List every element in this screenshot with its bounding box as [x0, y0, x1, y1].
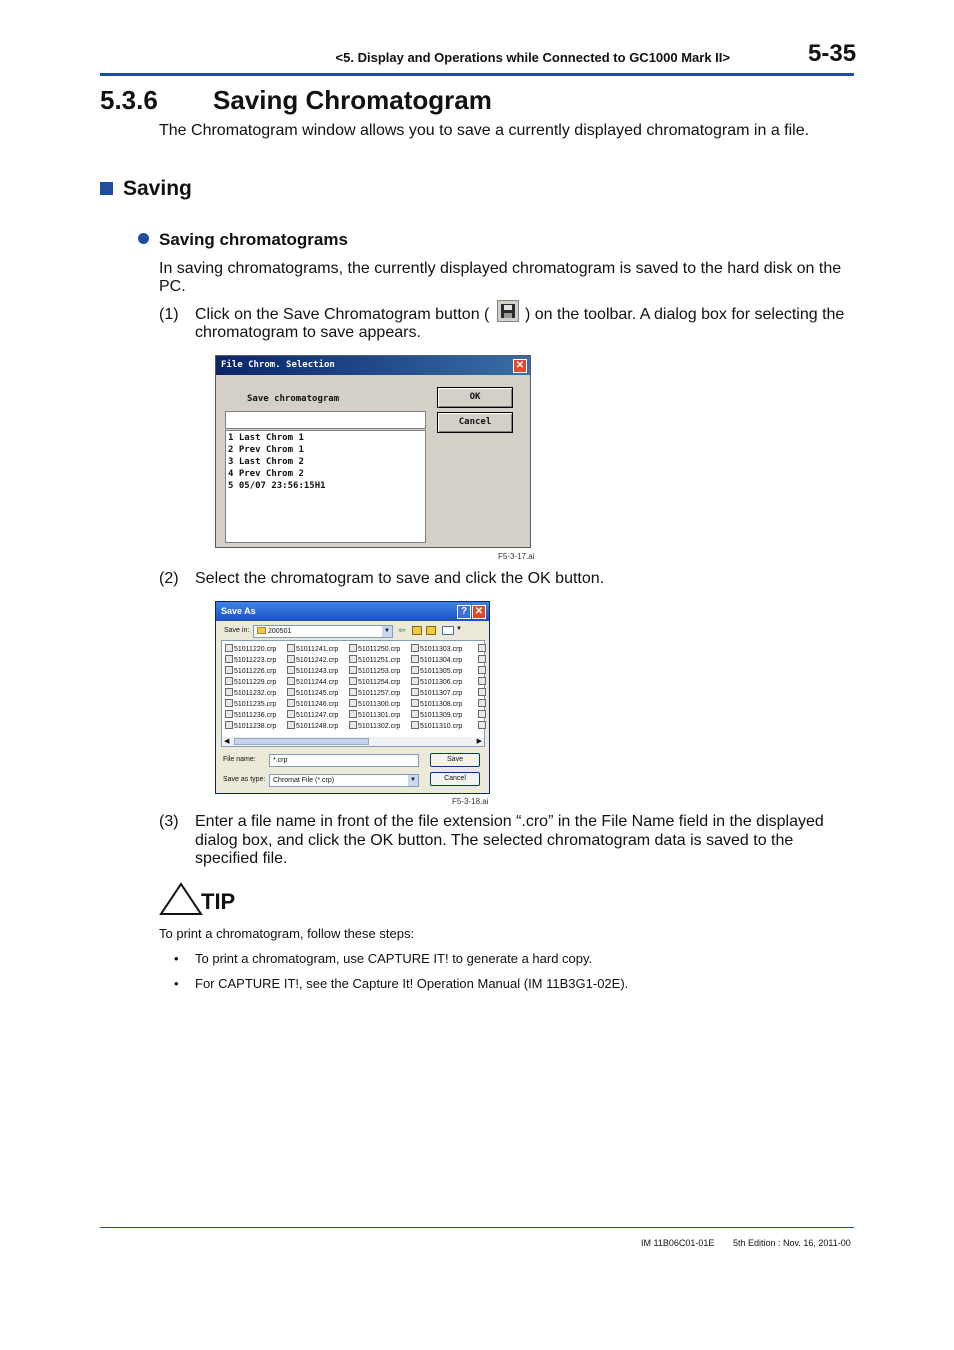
file-icon: [287, 666, 295, 674]
file-icon: [478, 666, 486, 674]
subheading-text: Saving chromatograms: [159, 230, 348, 249]
list-item[interactable]: [225, 644, 276, 655]
filename-input[interactable]: *.crp: [269, 754, 419, 767]
file-icon: [225, 721, 233, 729]
step2-number: (2): [159, 570, 179, 587]
file-name: 51011242.crp: [296, 657, 339, 664]
save-in-dropdown[interactable]: [253, 625, 393, 638]
file-icon: [411, 677, 419, 685]
list-item[interactable]: [225, 677, 276, 688]
file-name: 51011223.crp: [234, 657, 277, 664]
horizontal-scrollbar[interactable]: [222, 737, 484, 746]
file-name: 51011304.crp: [420, 657, 463, 664]
file-icon: [411, 655, 419, 663]
file-column-2: [287, 644, 338, 732]
step3-text-3: specified file.: [195, 850, 288, 867]
file-icon: [411, 688, 419, 696]
save-button[interactable]: Save: [430, 753, 480, 767]
list-item[interactable]: 4 Prev Chrom 2: [228, 469, 304, 479]
footer-doc-id: IM 11B06C01-01E: [641, 1238, 715, 1248]
file-name: 51011241.crp: [296, 646, 339, 653]
file-icon: [478, 710, 486, 718]
file-icon: [411, 710, 419, 718]
paragraph-line-1: In saving chromatograms, the currently displayed chromatogram is saved to the hard disk on the: [159, 260, 842, 277]
tip-intro: To print a chromatogram, follow these steps:: [159, 926, 415, 941]
list-item[interactable]: 2 Prev Chrom 1: [228, 445, 304, 455]
file-name: 51011248.crp: [296, 723, 339, 730]
file-name: 51011226.crp: [234, 668, 277, 675]
file-name: 51011244.crp: [296, 679, 339, 686]
save-in-value: 200501: [268, 628, 292, 635]
list-item[interactable]: 1 Last Chrom 1: [228, 433, 304, 443]
list-item[interactable]: [287, 721, 338, 732]
file-icon: [287, 644, 295, 652]
subheading: [138, 230, 348, 250]
dialog-titlebar: [216, 356, 530, 375]
list-item[interactable]: [287, 710, 338, 721]
step2-text: Select the chromatogram to save and click the OK button.: [195, 570, 605, 587]
file-icon: [225, 710, 233, 718]
chevron-right-icon[interactable]: ▶: [476, 738, 482, 745]
chevron-down-icon[interactable]: ▼: [456, 626, 462, 632]
file-icon: [478, 677, 486, 685]
list-item[interactable]: [225, 710, 276, 721]
step3-text-1: Enter a file name in front of the file extension “.cro” in the File Name field in the displayed: [195, 813, 824, 830]
list-item[interactable]: 3 Last Chrom 2: [228, 457, 304, 467]
file-name: 51011307.crp: [420, 690, 463, 697]
tip-triangle-icon: [159, 882, 203, 921]
file-name: 51011253.crp: [358, 668, 401, 675]
file-name: 51011236.crp: [234, 712, 277, 719]
step1-text-b: ) on the toolbar. A dialog box for selecting the: [525, 306, 845, 323]
file-icon: [225, 644, 233, 652]
running-header: <5. Display and Operations while Connected to GC1000 Mark II>: [335, 50, 730, 65]
chromatogram-list[interactable]: [225, 430, 426, 543]
save-as-dialog: [215, 601, 490, 794]
save-type-value: Chromat File (*.crp): [273, 777, 335, 784]
file-name: 51011229.crp: [234, 679, 277, 686]
footer-edition: 5th Edition : Nov. 16, 2011-00: [733, 1238, 851, 1248]
file-name: 51011245.crp: [296, 690, 339, 697]
square-bullet-icon: [100, 182, 113, 195]
file-name: 51011300.crp: [358, 701, 401, 708]
filename-label: File name:: [223, 756, 256, 763]
chromatogram-input[interactable]: [225, 411, 426, 429]
file-name: 51011250.crp: [358, 646, 401, 653]
dialog-title: File Chrom. Selection: [221, 360, 335, 370]
list-item[interactable]: [411, 677, 462, 688]
help-icon[interactable]: ?: [457, 605, 471, 619]
list-item[interactable]: [349, 699, 400, 710]
step1-text-c: chromatogram to save appears.: [195, 324, 421, 341]
file-name: 51011247.crp: [296, 712, 339, 719]
view-menu-icon[interactable]: [442, 626, 454, 635]
bullet-icon: •: [174, 976, 179, 991]
file-icon: [349, 721, 357, 729]
up-folder-icon[interactable]: [412, 626, 422, 635]
list-item[interactable]: [225, 699, 276, 710]
file-name: 51011306.crp: [420, 679, 463, 686]
header-rule: [100, 73, 854, 76]
list-item[interactable]: [225, 688, 276, 699]
ok-button[interactable]: OK: [437, 387, 513, 408]
list-item[interactable]: [287, 688, 338, 699]
list-item[interactable]: [349, 710, 400, 721]
list-item[interactable]: [349, 655, 400, 666]
list-item[interactable]: [287, 644, 338, 655]
file-icon: [225, 677, 233, 685]
list-item[interactable]: [287, 655, 338, 666]
page-number: 5-35: [808, 40, 857, 67]
file-icon: [478, 699, 486, 707]
file-name: 51011235.crp: [234, 701, 277, 708]
save-type-dropdown[interactable]: [269, 774, 419, 787]
close-icon[interactable]: ✕: [513, 359, 527, 373]
file-icon: [349, 677, 357, 685]
tip-bullet-2: For CAPTURE IT!, see the Capture It! Operation Manual (IM 11B3G1-02E).: [195, 976, 629, 991]
file-name: 51011305.crp: [420, 668, 463, 675]
list-item[interactable]: [349, 721, 400, 732]
file-name: 51011254.crp: [358, 679, 401, 686]
figure-label-2: F5-3-18.ai: [452, 797, 489, 806]
file-name: 51011220.crp: [234, 646, 277, 653]
round-bullet-icon: [138, 233, 149, 244]
tip-heading: TIP: [201, 889, 236, 914]
list-item[interactable]: 5 05/07 23:56:15H1: [228, 481, 326, 491]
list-item[interactable]: [287, 699, 338, 710]
file-icon: [411, 644, 419, 652]
file-icon: [225, 699, 233, 707]
list-item[interactable]: [411, 688, 462, 699]
list-item[interactable]: [349, 644, 400, 655]
list-item[interactable]: [349, 666, 400, 677]
list-item[interactable]: [225, 666, 276, 677]
tip-bullet-1: To print a chromatogram, use CAPTURE IT! to generate a hard copy.: [195, 951, 593, 966]
list-item[interactable]: [225, 655, 276, 666]
list-item[interactable]: [349, 677, 400, 688]
section-intro: The Chromatogram window allows you to save a currently displayed chromatogram in a file.: [159, 122, 810, 139]
file-icon: [349, 644, 357, 652]
file-icon: [411, 699, 419, 707]
file-icon: [225, 655, 233, 663]
step3-number: (3): [159, 813, 179, 830]
bullet-icon: •: [174, 951, 179, 966]
paragraph-line-2: PC.: [159, 278, 186, 295]
save-chromatogram-icon: [497, 300, 519, 322]
file-icon: [478, 688, 486, 696]
file-name: 51011238.crp: [234, 723, 277, 730]
file-icon: [411, 721, 419, 729]
dialog-titlebar: [216, 602, 489, 621]
file-column-3: [349, 644, 400, 732]
file-icon: [287, 677, 295, 685]
file-name: 51011308.crp: [420, 701, 463, 708]
file-icon: [478, 644, 486, 652]
footer-rule: [100, 1227, 854, 1228]
new-folder-icon[interactable]: [426, 626, 436, 635]
list-item[interactable]: [349, 688, 400, 699]
list-item[interactable]: [411, 710, 462, 721]
file-icon: [478, 721, 486, 729]
file-name: 51011246.crp: [296, 701, 339, 708]
file-name: 51011301.crp: [358, 712, 401, 719]
close-icon[interactable]: ✕: [472, 605, 486, 619]
saving-heading: [100, 177, 192, 201]
file-icon: [287, 721, 295, 729]
list-item[interactable]: [411, 666, 462, 677]
list-item[interactable]: [225, 721, 276, 732]
save-chromatogram-label: Save chromatogram: [247, 394, 340, 404]
file-icon: [287, 699, 295, 707]
file-list[interactable]: [221, 640, 485, 747]
file-name: 51011243.crp: [296, 668, 339, 675]
back-icon[interactable]: ⇦: [398, 625, 406, 635]
file-icon: [349, 666, 357, 674]
section-title: Saving Chromatogram: [213, 85, 492, 115]
file-name: 51011232.crp: [234, 690, 277, 697]
file-icon: [349, 688, 357, 696]
chevron-down-icon: ▼: [408, 775, 418, 786]
file-chrom-selection-dialog: [215, 355, 531, 548]
file-name: 51011257.crp: [358, 690, 401, 697]
file-icon: [287, 655, 295, 663]
file-name: 51011309.crp: [420, 712, 463, 719]
file-icon: [349, 699, 357, 707]
chevron-down-icon: ▼: [382, 626, 392, 637]
file-name: 51011310.crp: [420, 723, 463, 730]
file-name: 51011303.crp: [420, 646, 463, 653]
list-item[interactable]: [287, 677, 338, 688]
chevron-left-icon[interactable]: ◀: [224, 738, 230, 745]
list-item[interactable]: [411, 644, 462, 655]
dialog-title: Save As: [221, 606, 256, 616]
folder-icon: [257, 627, 266, 634]
cancel-button[interactable]: Cancel: [437, 412, 513, 433]
file-icon: [287, 710, 295, 718]
saving-heading-text: Saving: [123, 177, 192, 200]
file-name: 51011251.crp: [358, 657, 401, 664]
file-icon: [349, 655, 357, 663]
file-name: 51011302.crp: [358, 723, 401, 730]
figure-label-1: F5-3-17.ai: [498, 552, 535, 561]
cancel-button[interactable]: Cancel: [430, 772, 480, 786]
save-type-label: Save as type:: [223, 776, 266, 783]
file-icon: [225, 688, 233, 696]
file-icon: [411, 666, 419, 674]
scrollbar-thumb[interactable]: [234, 738, 369, 745]
file-column-4: [411, 644, 462, 732]
save-in-label: Save in:: [224, 627, 250, 634]
list-item[interactable]: [411, 721, 462, 732]
step3-text-2: dialog box, and click the OK button. The selected chromatogram data is saved to the: [195, 832, 794, 849]
list-item[interactable]: [411, 655, 462, 666]
file-icon: [225, 666, 233, 674]
file-icon: [478, 655, 486, 663]
list-item[interactable]: [287, 666, 338, 677]
file-column-1: [225, 644, 276, 732]
section-number: 5.3.6: [100, 85, 158, 115]
file-icon: [349, 710, 357, 718]
step1-number: (1): [159, 306, 179, 323]
file-icon: [287, 688, 295, 696]
file-column-5-partial: [478, 644, 487, 732]
step1-text-a: Click on the Save Chromatogram button (: [195, 306, 490, 323]
list-item[interactable]: [411, 699, 462, 710]
